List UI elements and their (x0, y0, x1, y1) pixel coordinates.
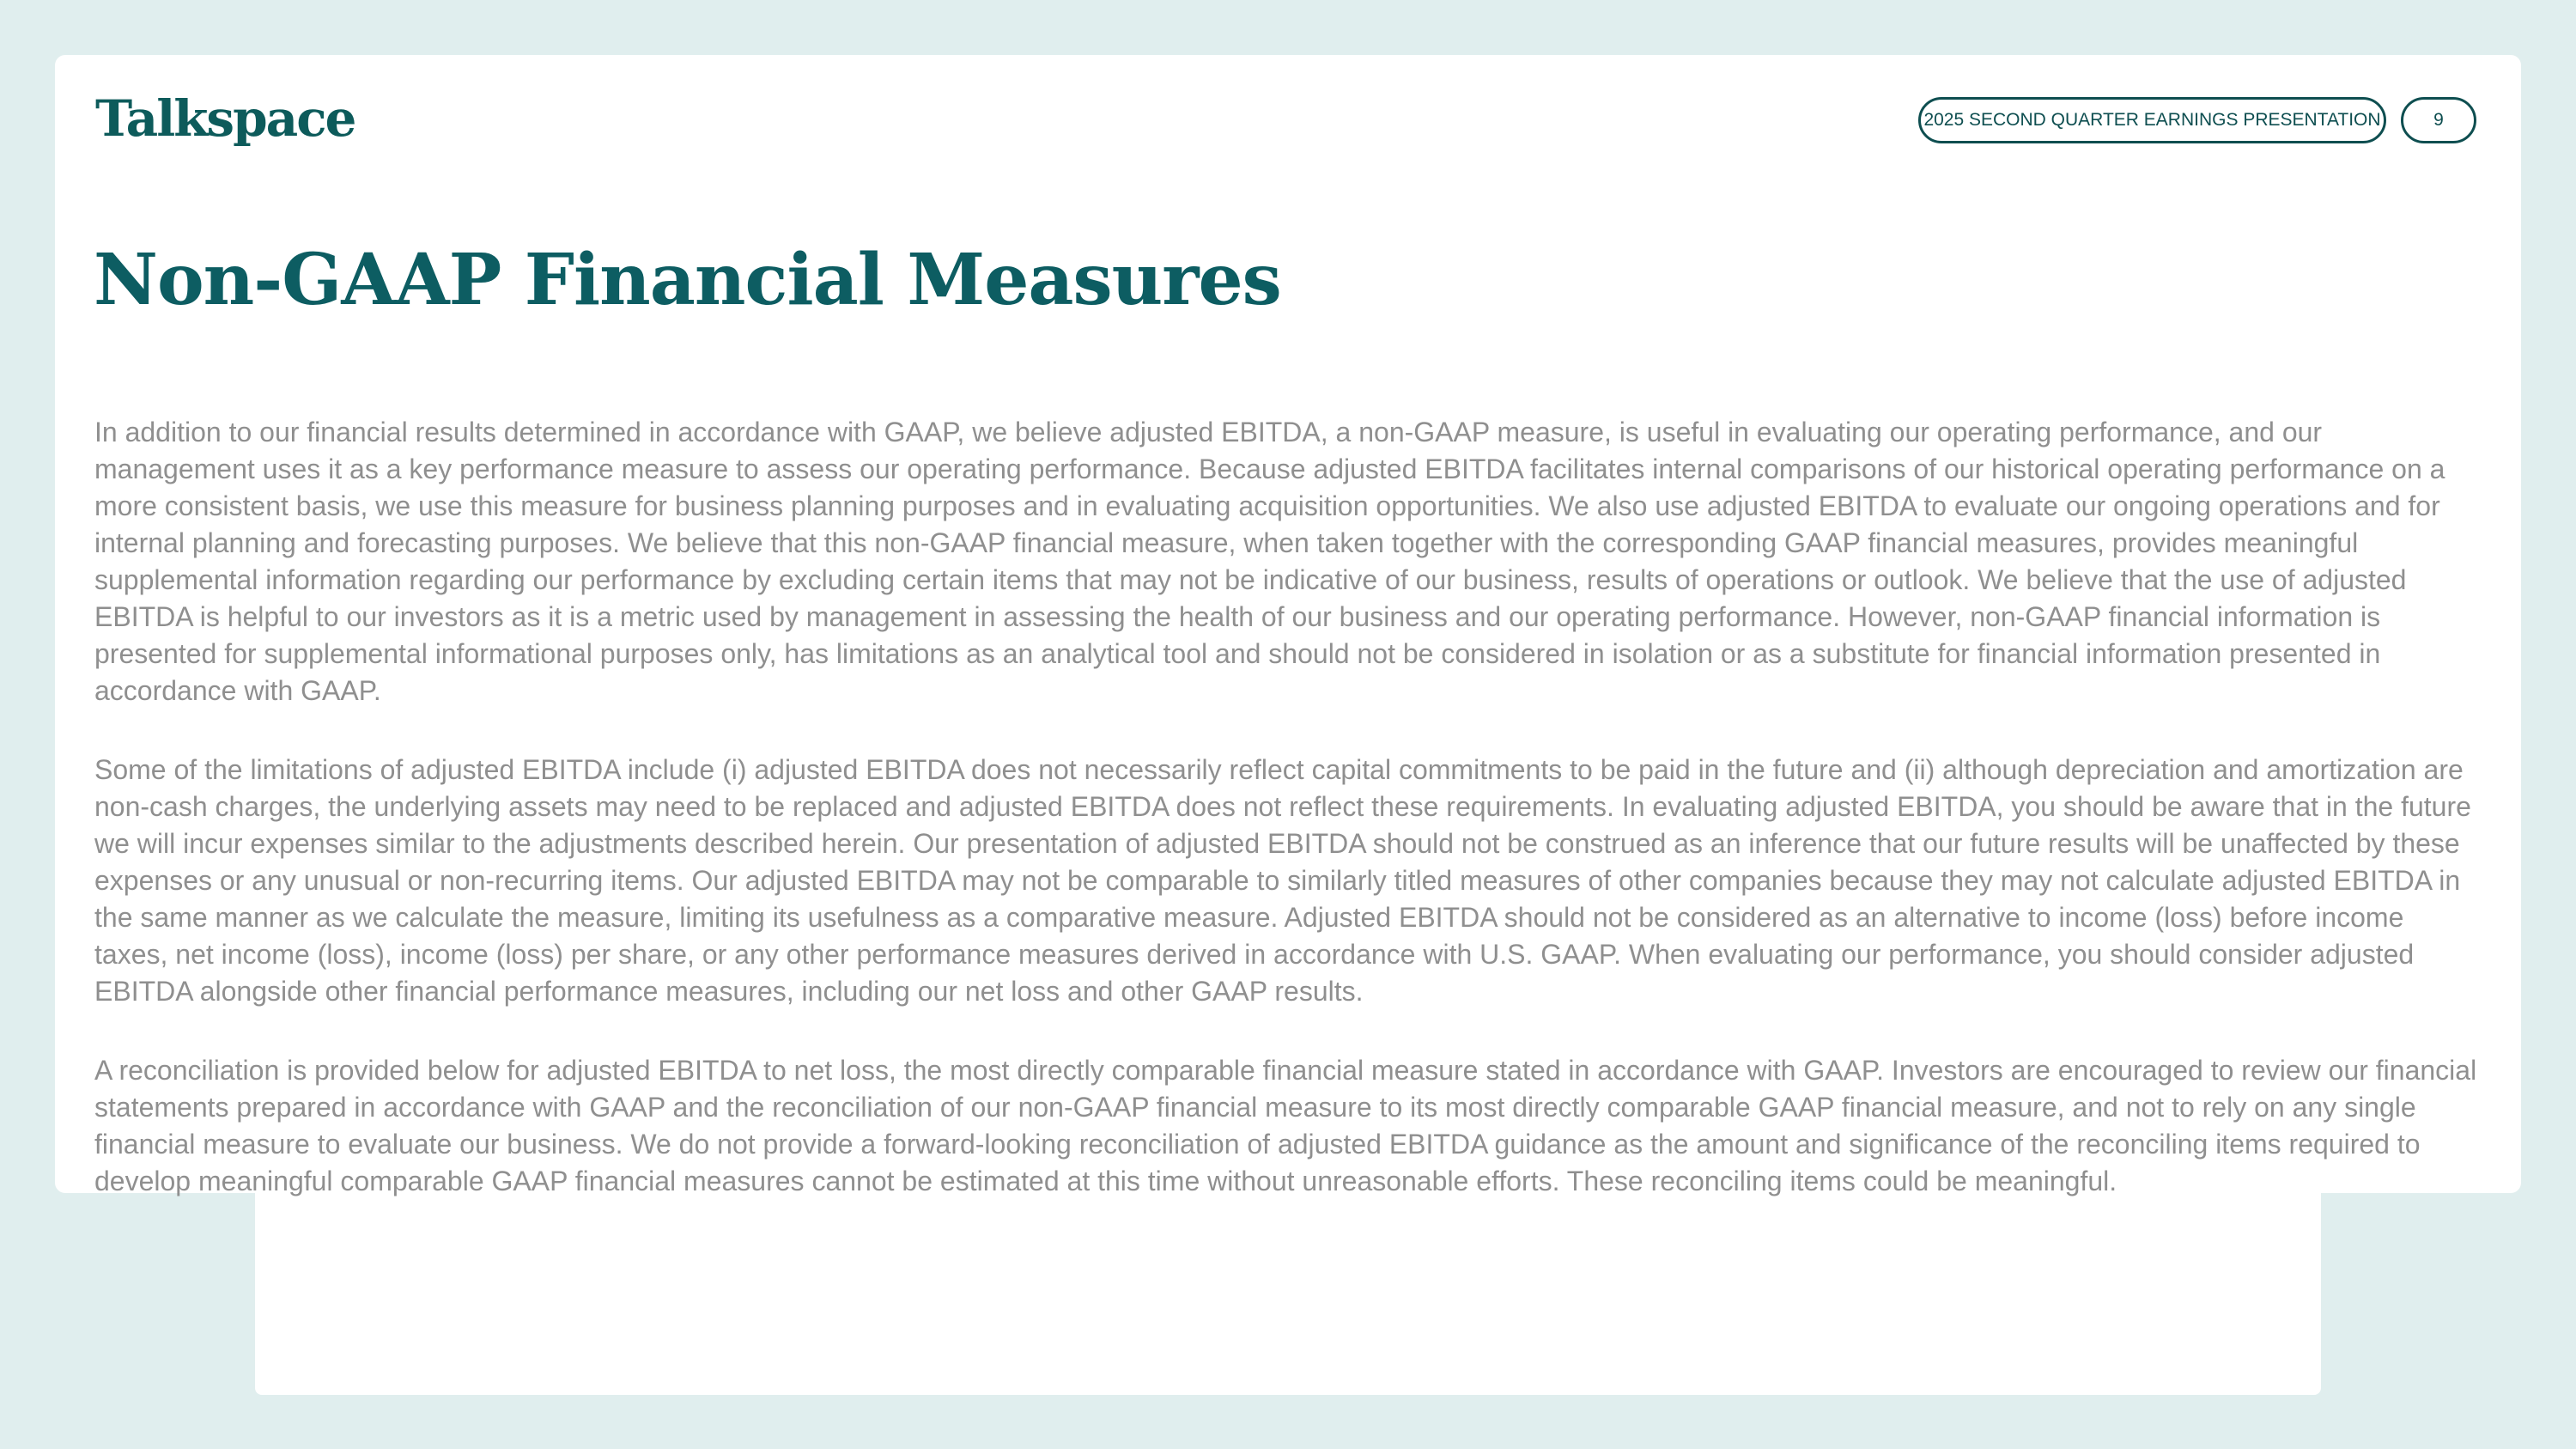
body-text (94, 414, 2477, 1242)
page-number-badge (2401, 97, 2476, 143)
talkspace-logo: Talkspace (95, 89, 355, 148)
presentation-title-badge (1918, 97, 2386, 143)
paragraph-gaap-overview: In addition to our financial results determined in accordance with GAAP, we believe adjusted EBITDA, a non-GAAP measure, is useful in evaluating our operating performance, and our management uses it as a key performance measure to assess our operating performance. Because adjusted EBITDA facilitates internal comparisons of our historical operating performance on a more consistent basis, we use this measure for business planning purposes and in evaluating acquisition opportunities. We also use adjusted EBITDA to evaluate our ongoing operations and for internal planning and forecasting purposes. We believe that this non-GAAP financial measure, when taken together with the corresponding GAAP financial measures, provides meaningful supplemental information regarding our performance by excluding certain items that may not be indicative of our business, results of operations or outlook. We believe that the use of adjusted EBITDA is helpful to our investors as it is a metric used by management in assessing the health of our business and our operating performance. However, non-GAAP financial information is presented for supplemental informational purposes only, has limitations as an analytical tool and should not be considered in isolation or as a substitute for financial information presented in accordance with GAAP. (94, 417, 2445, 706)
page-title: Non-GAAP Financial Measures (94, 239, 1281, 321)
presentation-title-label: 2025 SECOND QUARTER EARNINGS PRESENTATION (1923, 110, 2381, 130)
paragraph-reconciliation: A reconciliation is provided below for adjusted EBITDA to net loss, the most directly comparable financial measure stated in accordance with GAAP. Investors are encouraged to review our financial statements prepared in accordance with GAAP and the reconciliation of our non-GAAP financial measure to its most directly comparable GAAP financial measure, and not to rely on any single financial measure to evaluate our business. We do not provide a forward-looking reconciliation of adjusted EBITDA guidance as the amount and significance of the reconciling items required to develop meaningful comparable GAAP financial measures cannot be estimated at this time without unreasonable efforts. These reconciling items could be meaningful. (94, 1055, 2477, 1196)
page-number-label: 9 (2433, 110, 2444, 130)
paragraph-limitations: Some of the limitations of adjusted EBITDA include (i) adjusted EBITDA does not necessarily reflect capital commitments to be paid in the future and (ii) although depreciation and amortization are non-cash charges, the underlying assets may need to be replaced and adjusted EBITDA does not reflect these requirements. In evaluating adjusted EBITDA, you should be aware that in the future we will incur expenses similar to the adjustments described herein. Our presentation of adjusted EBITDA should not be construed as an inference that our future results will be unaffected by these expenses or any unusual or non-recurring items. Our adjusted EBITDA may not be comparable to similarly titled measures of other companies because they may not calculate adjusted EBITDA in the same manner as we calculate the measure, limiting its usefulness as a comparative measure. Adjusted EBITDA should not be considered as an alternative to income (loss) before income taxes, net income (loss), income (loss) per share, or any other performance measures derived in accordance with U.S. GAAP. When evaluating our performance, you should consider adjusted EBITDA alongside other financial performance measures, including our net loss and other GAAP results. (94, 754, 2471, 1007)
